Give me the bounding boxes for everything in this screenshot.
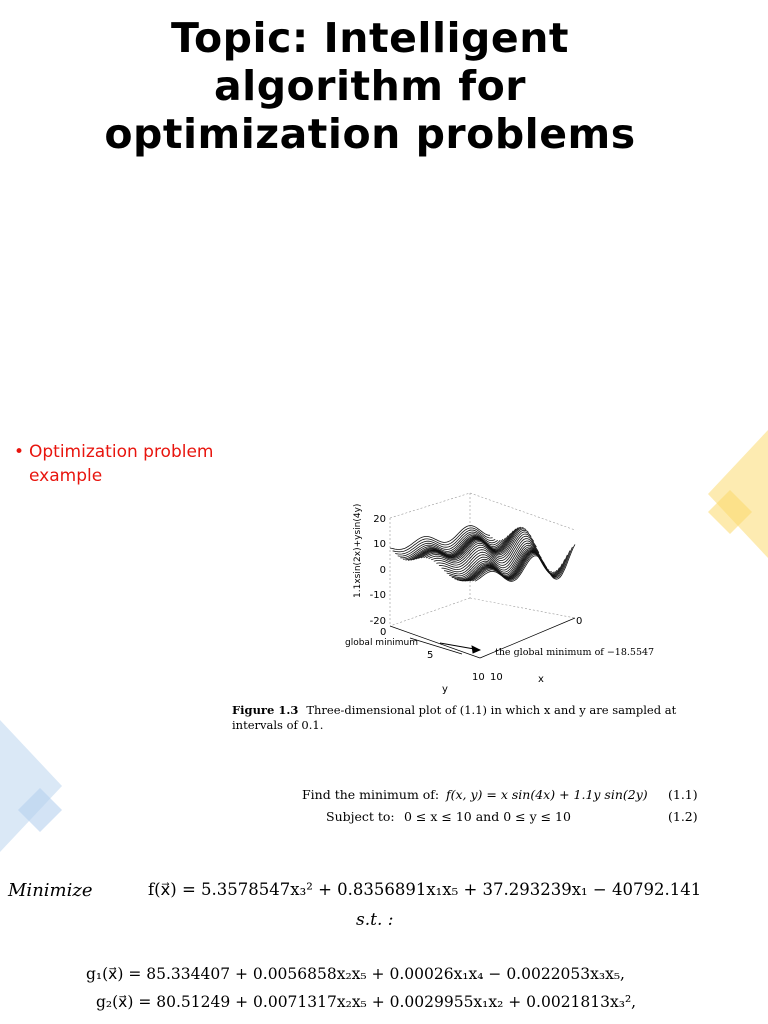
surface-plot-figure — [340, 488, 655, 695]
objective-function: f(x, y) = x sin(4x) + 1.1y sin(2y) — [446, 787, 648, 802]
decor-blue-diamonds — [0, 720, 70, 860]
x-tick-label: 10 — [490, 672, 503, 683]
subject-to-label: Subject to: — [326, 809, 395, 824]
title-line-3: optimization problems — [104, 110, 636, 158]
constraint-g2: g₂(x⃗) = 80.51249 + 0.0071317x₂x₅ + 0.0029955x₁x₂ + 0.0021813x₃², — [96, 993, 637, 1011]
surface-mesh — [390, 526, 575, 582]
minimize-label: Minimize — [8, 880, 93, 901]
title-line-2: algorithm for — [213, 62, 527, 110]
z-tick-label: -20 — [369, 616, 386, 627]
y-tick-label: 10 — [472, 672, 485, 683]
equation-number: (1.2) — [668, 809, 698, 824]
bullet-text-line-1: Optimization problem — [29, 442, 214, 462]
x-tick-label: 0 — [576, 616, 583, 627]
constraint-expression: 0 ≤ x ≤ 10 and 0 ≤ y ≤ 10 — [404, 809, 571, 824]
y-tick-label: 5 — [427, 650, 434, 661]
equation-number: (1.1) — [668, 787, 698, 802]
figure-caption — [232, 703, 712, 733]
z-tick-label: 10 — [373, 539, 386, 550]
y-tick-label: 0 — [380, 627, 387, 638]
global-minimum-value-label: the global minimum of −18.5547 — [495, 647, 655, 658]
bullet-marker: • — [14, 442, 25, 462]
objective-formula: f(x⃗) = 5.3578547x₃² + 0.8356891x₁x₅ + 37.293239x₁ − 40792.141 — [148, 880, 702, 899]
z-tick-label: 20 — [373, 514, 386, 525]
decor-yellow-diamonds — [700, 430, 768, 560]
find-minimum-label: Find the minimum of: — [302, 787, 440, 802]
annotation-arrows — [410, 638, 480, 654]
subject-to-marker: s.t. : — [356, 910, 394, 930]
page-title — [40, 14, 700, 158]
z-axis-label: 1.1xsin(2x)+ysin(4y) — [353, 503, 363, 598]
global-minimum-label: global minimum — [345, 638, 419, 648]
title-line-1: Topic: Intelligent — [170, 14, 570, 62]
x-axis-label: x — [538, 674, 544, 685]
z-tick-label: 0 — [379, 565, 386, 576]
bullet-text-line-2: example — [29, 466, 103, 486]
figure-caption-label: Figure 1.3 — [232, 703, 299, 717]
constraint-g1: g₁(x⃗) = 85.334407 + 0.0056858x₂x₅ + 0.00026x₁x₄ − 0.0022053x₃x₅, — [86, 965, 625, 983]
find-minimum-row — [302, 787, 702, 805]
bullet-item — [14, 440, 274, 488]
subject-to-row — [326, 809, 702, 827]
figure-caption-text: Three-dimensional plot of (1.1) in which x and y are sampled at intervals of 0.1. — [232, 703, 677, 732]
z-tick-label: -10 — [369, 590, 386, 601]
y-axis-label: y — [442, 684, 448, 695]
